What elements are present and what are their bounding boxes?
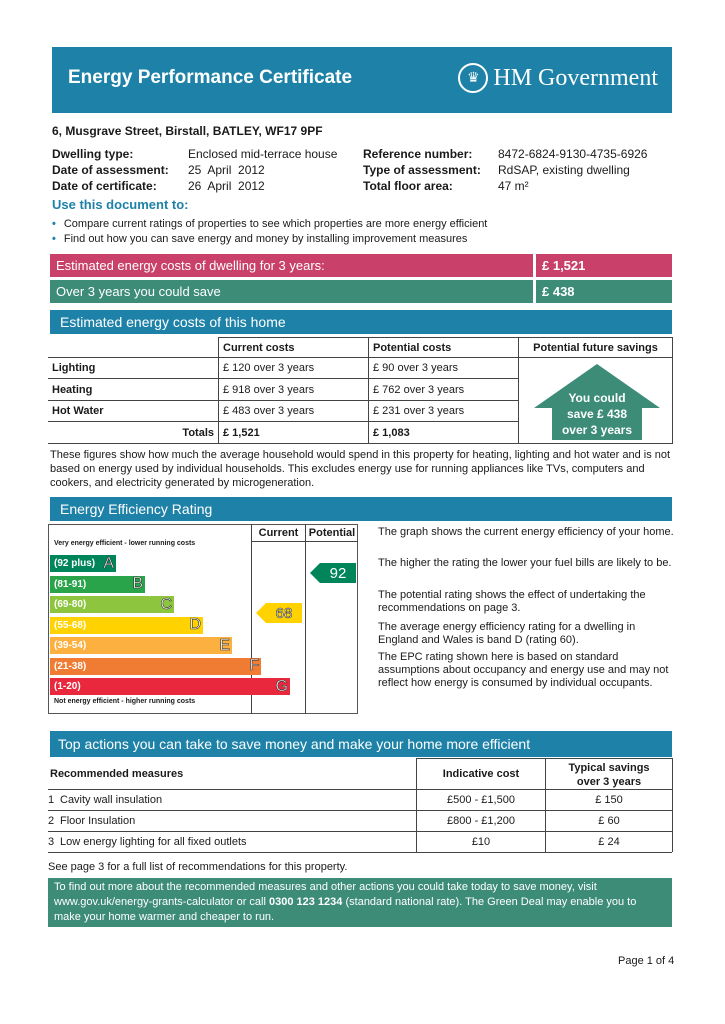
savings-header: Typical savings over 3 years bbox=[568, 762, 650, 788]
band-range: (92 plus) bbox=[54, 558, 96, 569]
use-bullet: • Compare current ratings of properties to see which properties are more energy efficient bbox=[52, 218, 488, 230]
advice-box: To find out more about the recommended measures and other actions you could take today to save money, visit www.gov.uk/energy-grants-calculator or call 0300 123 1234 (standard national rate). The Green Deal may enable you to make your home warmer and cheaper to run. bbox=[48, 878, 672, 927]
measure-saving: £ 60 bbox=[598, 815, 620, 827]
hm-government-logo bbox=[458, 63, 658, 93]
band-letter: B bbox=[132, 575, 143, 592]
assessment-date-value: 25 April 2012 bbox=[188, 163, 265, 177]
see-page-note: See page 3 for a full list of recommendations for this property. bbox=[48, 861, 348, 873]
current-header: Current bbox=[258, 527, 299, 539]
potential-costs-header: Potential costs bbox=[373, 341, 452, 354]
potential-header: Potential bbox=[308, 527, 356, 539]
band-range: (55-68) bbox=[54, 619, 87, 631]
rating-note: The graph shows the current energy efficiency of your home. bbox=[378, 526, 674, 538]
crest-icon: ♛ bbox=[458, 63, 488, 93]
band-letter: A bbox=[103, 554, 114, 572]
band-range: (39-54) bbox=[54, 640, 87, 651]
table-row: 3 Low energy lighting for all fixed outlets bbox=[48, 836, 247, 848]
certificate-date-label: Date of certificate: bbox=[52, 179, 157, 193]
rating-band-g bbox=[50, 678, 290, 695]
band-letter: E bbox=[219, 636, 230, 654]
assessment-date-label: Date of assessment: bbox=[52, 163, 169, 177]
hot-water-potential: £ 231 over 3 years bbox=[373, 405, 465, 417]
estimated-cost-value: £ 1,521 bbox=[536, 254, 672, 277]
reference-label: Reference number: bbox=[363, 147, 473, 161]
inefficient-label: Not energy efficient - higher running costs bbox=[54, 698, 196, 705]
band-letter: F bbox=[249, 657, 259, 674]
floor-area-label: Total floor area: bbox=[363, 179, 453, 193]
current-rating-value: 68 bbox=[275, 604, 293, 622]
costs-section-title: Estimated energy costs of this home bbox=[50, 310, 672, 334]
rating-band-f bbox=[50, 658, 261, 675]
assessment-type-value: RdSAP, existing dwelling bbox=[498, 163, 630, 177]
table-row: 1 Cavity wall insulation bbox=[48, 794, 163, 806]
measure-saving: £ 150 bbox=[595, 794, 623, 806]
cost-header: Indicative cost bbox=[442, 768, 520, 780]
band-range: (69-80) bbox=[54, 599, 87, 610]
reference-value: 8472-6824-9130-4735-6926 bbox=[498, 147, 648, 161]
future-savings-header: Potential future savings bbox=[533, 341, 658, 354]
use-document-title: Use this document to: bbox=[52, 197, 189, 212]
measure-cost: £800 - £1,200 bbox=[447, 815, 515, 827]
band-letter: C bbox=[160, 595, 172, 613]
hot-water-current: £ 483 over 3 years bbox=[223, 405, 315, 417]
hot-water-label: Hot Water bbox=[52, 405, 104, 417]
heating-current: £ 918 over 3 years bbox=[223, 383, 315, 396]
rating-note: The average energy efficiency rating for a dwelling in England and Wales is band D (rating 60). bbox=[378, 621, 636, 646]
band-range: (1-20) bbox=[54, 681, 81, 692]
savings-message: You could save £ 438 over 3 years bbox=[561, 391, 633, 437]
heating-label: Heating bbox=[52, 383, 93, 396]
totals-potential: £ 1,083 bbox=[373, 426, 410, 439]
rating-band-e bbox=[50, 637, 232, 654]
lighting-current: £ 120 over 3 years bbox=[223, 362, 315, 374]
save-value: £ 438 bbox=[536, 280, 672, 303]
hm-government-text: HM Government bbox=[493, 64, 658, 91]
rating-band-b bbox=[50, 576, 145, 593]
heating-potential: £ 762 over 3 years bbox=[373, 383, 465, 396]
table-row: 2 Floor Insulation bbox=[48, 815, 136, 827]
rating-band-c bbox=[50, 596, 174, 613]
measure-cost: £10 bbox=[471, 836, 491, 848]
lighting-potential: £ 90 over 3 years bbox=[373, 362, 458, 374]
costs-note: These figures show how much the average household would spend in this property for heating, lighting and hot water and is not based on energy used by individual households. This excludes energy use for running appliances like TVs, computers and cookers, and electricity generated by microgeneration. bbox=[50, 449, 671, 489]
page-number: Page 1 of 4 bbox=[618, 955, 675, 967]
property-address: 6, Musgrave Street, Birstall, BATLEY, WF17 9PF bbox=[52, 124, 323, 138]
band-letter: D bbox=[189, 616, 201, 633]
dwelling-type-value: Enclosed mid-terrace house bbox=[188, 147, 338, 161]
use-bullet: • Find out how you can save energy and money by installing improvement measures bbox=[52, 233, 468, 245]
save-banner: Over 3 years you could save bbox=[50, 280, 533, 303]
current-costs-header: Current costs bbox=[223, 341, 295, 354]
efficient-label: Very energy efficient - lower running costs bbox=[54, 540, 196, 547]
band-letter: G bbox=[275, 677, 288, 695]
assessment-type-label: Type of assessment: bbox=[363, 163, 481, 177]
rating-note: The potential rating shows the effect of undertaking the recommendations on page 3. bbox=[378, 589, 646, 614]
totals-label: Totals bbox=[182, 426, 214, 439]
certificate-date-value: 26 April 2012 bbox=[188, 179, 265, 193]
band-range: (21-38) bbox=[54, 660, 87, 672]
rating-band-d bbox=[50, 617, 203, 634]
dwelling-type-label: Dwelling type: bbox=[52, 147, 134, 161]
band-range: (81-91) bbox=[54, 578, 87, 590]
floor-area-value: 47 m² bbox=[498, 179, 529, 193]
actions-section-title: Top actions you can take to save money and make your home more efficient bbox=[50, 731, 672, 757]
measure-cost: £500 - £1,500 bbox=[447, 794, 515, 806]
rating-band-a bbox=[50, 555, 116, 572]
potential-rating-value: 92 bbox=[329, 564, 347, 582]
lighting-label: Lighting bbox=[52, 362, 96, 374]
totals-current: £ 1,521 bbox=[223, 426, 260, 439]
rating-note: The higher the rating the lower your fuel bills are likely to be. bbox=[378, 557, 672, 569]
rating-note: The EPC rating shown here is based on standard assumptions about occupancy and energy use and may not reflect how energy is consumed by individual occupants. bbox=[378, 651, 669, 689]
measure-saving: £ 24 bbox=[598, 836, 620, 848]
efficiency-section-title: Energy Efficiency Rating bbox=[50, 497, 672, 521]
measures-header: Recommended measures bbox=[50, 768, 184, 780]
estimated-cost-banner: Estimated energy costs of dwelling for 3 years: bbox=[50, 254, 533, 277]
certificate-header bbox=[52, 47, 672, 113]
certificate-title: Energy Performance Certificate bbox=[68, 67, 353, 88]
